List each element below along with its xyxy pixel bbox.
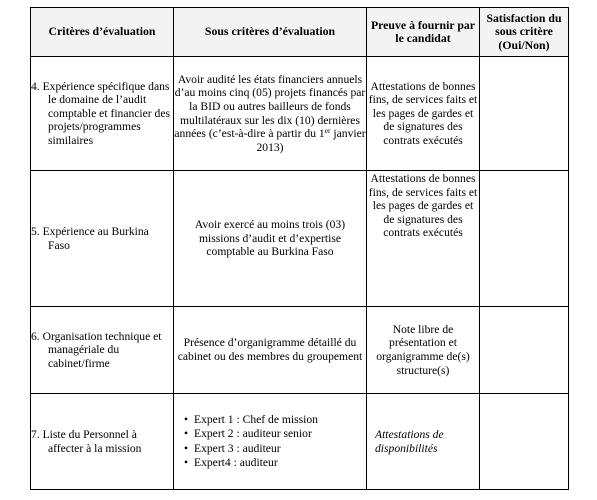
subcriteria-text: Présence d’organigramme détaillé du cabinet ou des membres du groupement (177, 336, 363, 363)
table-row (31, 394, 569, 490)
criterion-text: 5. Expérience au Burkina Faso (31, 224, 149, 252)
header-proof: Preuve à fournir par le candidat (367, 8, 480, 57)
criterion-cell (31, 394, 174, 490)
table-row (31, 307, 569, 394)
proof-cell (367, 57, 480, 171)
header-satisfaction: Satisfaction du sous critère (Oui/Non) (480, 8, 569, 57)
header-subcriteria: Sous critères d’évaluation (174, 8, 367, 57)
list-item: • Expert4 : auditeur (184, 456, 366, 470)
list-item: • Expert 1 : Chef de mission (184, 413, 366, 427)
list-item: • Expert 2 : auditeur senior (184, 427, 366, 441)
satisfaction-cell (480, 307, 569, 394)
evaluation-criteria-table (30, 7, 569, 490)
proof-text: Attestations de bonnes fins, de services faits et les pages de gardes et de signatures des contrats exécutés (368, 172, 478, 240)
proof-cell (367, 394, 480, 490)
proof-cell (367, 307, 480, 394)
proof-text: Attestations de bonnes fins, de services faits et les pages de gardes et de signatures des contrats exécutés (368, 79, 478, 147)
subcriteria-text: Avoir exercé au moins trois (03) missions d’audit et d’expertise comptable au Burkina Faso (194, 218, 346, 259)
criterion-cell (31, 171, 174, 307)
subcriteria-cell (174, 57, 367, 171)
proof-text: Note libre de présentation et organigramme de(s) structure(s) (376, 322, 470, 377)
satisfaction-cell (480, 171, 569, 307)
subcriteria-cell (174, 394, 367, 490)
proof-cell (367, 171, 480, 307)
subcriteria-cell (174, 171, 367, 307)
ordinal-superscript: er (324, 126, 331, 136)
header-criteria: Critères d’évaluation (31, 8, 174, 57)
criterion-text: 4. Expérience spécifique dans le domaine de l’audit comptable et financier des projets/programmes similaires (31, 79, 171, 147)
criterion-text: 6. Organisation technique et managériale du cabinet/firme (31, 329, 162, 370)
table-row (31, 171, 569, 307)
subcriteria-text-end: janvier 2013) (256, 127, 366, 154)
table-row (31, 57, 569, 171)
satisfaction-cell (480, 57, 569, 171)
subcriteria-text: Avoir audité les états financiers annuels d’au moins cinq (05) projets financés par la BID ou autres bailleurs de fonds multilatéraux sur les dix (10) dernières années (c’est-à-dire à partir du 1 (174, 72, 366, 141)
proof-text: Attestations de disponibilités (375, 427, 444, 455)
table-header-row (31, 8, 569, 57)
criterion-text: 7. Liste du Personnel à affecter à la mission (31, 427, 142, 455)
list-item: • Expert 3 : auditeur (184, 442, 366, 456)
criterion-cell (31, 57, 174, 171)
satisfaction-cell (480, 394, 569, 490)
experts-list (174, 413, 366, 471)
criterion-cell (31, 307, 174, 394)
subcriteria-cell (174, 307, 367, 394)
